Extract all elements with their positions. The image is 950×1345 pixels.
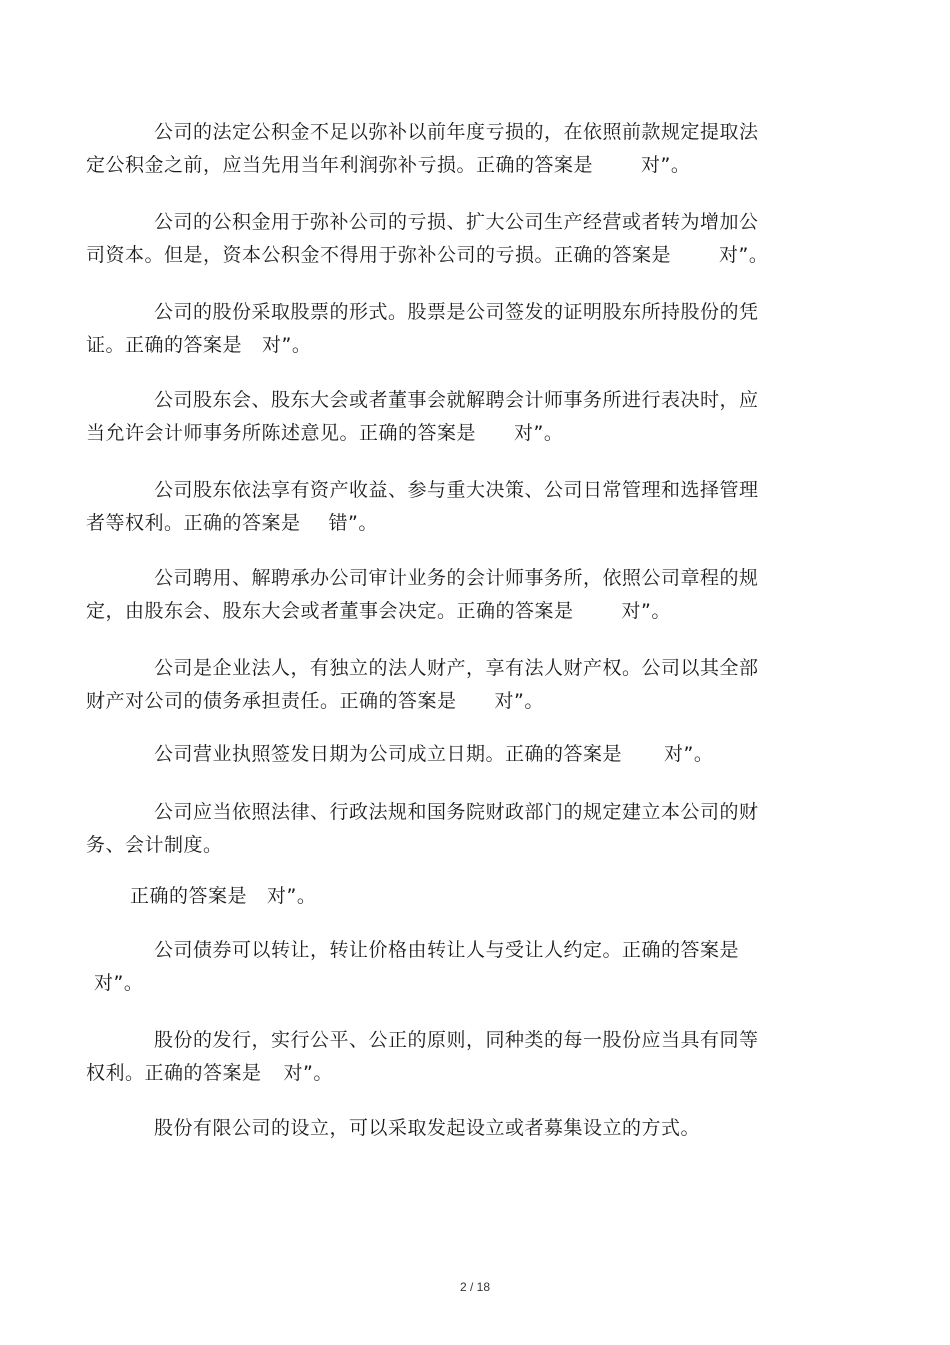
paragraph: [86, 562, 826, 628]
paragraph: [86, 296, 826, 362]
paragraph-line: 公司营业执照签发日期为公司成立日期。正确的答案是 对”。: [86, 738, 826, 771]
answer-text: 对”。: [719, 244, 769, 266]
paragraph-line: 权利。正确的答案是 对”。: [86, 1057, 826, 1090]
paragraph-line: 公司的公积金用于弥补公司的亏损、扩大公司生产经营或者转为增加公: [154, 211, 759, 233]
paragraph: [86, 474, 826, 540]
paragraph-line: 定公积金之前，应当先用当年利润弥补亏损。正确的答案是 对”。: [86, 149, 826, 182]
answer-text: 对”。: [621, 600, 671, 622]
paragraph-line: 公司债券可以转让，转让价格由转让人与受让人约定。正确的答案是: [154, 939, 740, 961]
answer-text: 对”。: [514, 422, 564, 444]
paragraph-line: 正确的答案是 对”。: [86, 880, 826, 913]
paragraph: [86, 1112, 826, 1145]
paragraph-line: 定，由股东会、股东大会或者董事会决定。正确的答案是 对”。: [86, 595, 826, 628]
paragraph: [86, 384, 826, 450]
answer-text: 对”。: [94, 972, 144, 994]
answer-text: 对”。: [494, 690, 544, 712]
paragraph: [86, 738, 826, 771]
answer-text: 对”。: [267, 885, 317, 907]
paragraph: [86, 1024, 826, 1090]
paragraph-line: 务、会计制度。: [86, 834, 223, 856]
paragraph-line: 公司是企业法人，有独立的法人财产，享有法人财产权。公司以其全部: [154, 657, 759, 679]
paragraph-line: 股份的发行，实行公平、公正的原则，同种类的每一股份应当具有同等: [154, 1029, 759, 1051]
paragraph-line: [86, 967, 826, 1000]
answer-text: 对”。: [664, 743, 714, 765]
paragraph: [86, 796, 826, 862]
paragraph-line: 公司股东依法享有资产收益、参与重大决策、公司日常管理和选择管理: [154, 479, 759, 501]
paragraph-line: 公司的法定公积金不足以弥补以前年度亏损的，在依照前款规定提取法: [154, 121, 759, 143]
paragraph: [86, 880, 826, 913]
answer-text: 对”。: [283, 1062, 333, 1084]
paragraph: [86, 116, 826, 182]
answer-text: 对”。: [641, 154, 691, 176]
answer-text: 对”。: [262, 334, 312, 356]
paragraph-line: 公司股东会、股东大会或者董事会就解聘会计师事务所进行表决时，应: [154, 389, 759, 411]
paragraph-line: 股份有限公司的设立，可以采取发起设立或者募集设立的方式。: [154, 1117, 701, 1139]
paragraph-line: 司资本。但是，资本公积金不得用于弥补公司的亏损。正确的答案是 对”。: [86, 239, 826, 272]
paragraph-line: 证。正确的答案是 对”。: [86, 329, 826, 362]
paragraph-line: 者等权利。正确的答案是 错”。: [86, 507, 826, 540]
paragraph: [86, 934, 826, 1000]
page-number: 2 / 18: [459, 1280, 491, 1294]
paragraph: [86, 206, 826, 272]
paragraph-line: 当允许会计师事务所陈述意见。正确的答案是 对”。: [86, 417, 826, 450]
paragraph: [86, 652, 826, 718]
paragraph-line: 公司的股份采取股票的形式。股票是公司签发的证明股东所持股份的凭: [154, 301, 759, 323]
paragraph-line: 财产对公司的债务承担责任。正确的答案是 对”。: [86, 685, 826, 718]
paragraph-line: 公司应当依照法律、行政法规和国务院财政部门的规定建立本公司的财: [154, 801, 759, 823]
paragraph-line: 公司聘用、解聘承办公司审计业务的会计师事务所，依照公司章程的规: [154, 567, 759, 589]
answer-text: 错”。: [328, 512, 378, 534]
